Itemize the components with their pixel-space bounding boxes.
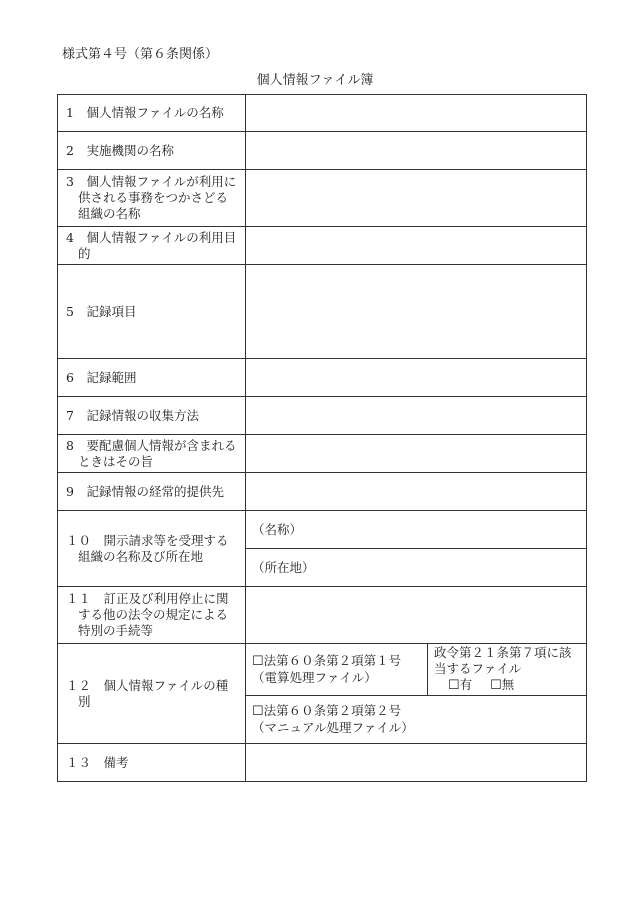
electronic-option-line2: （電算処理ファイル） <box>252 670 377 685</box>
yes-label: 有 <box>459 677 473 692</box>
row-label-sensitive-info: 8 要配慮個人情報が含まれるときはその旨 <box>58 435 246 473</box>
cabinet-order-cell <box>428 644 587 696</box>
office-name-label: （名称） <box>252 521 303 537</box>
file-type-option-manual[interactable] <box>246 696 587 744</box>
office-location-field[interactable] <box>246 549 587 587</box>
row-label-regular-recipients: 9 記録情報の経常的提供先 <box>58 473 246 511</box>
cabinet-order-line1: 政令第２１条第７項に該 <box>434 645 572 660</box>
special-procedures-field[interactable] <box>246 587 587 644</box>
no-checkbox[interactable]: ☐ <box>490 678 502 693</box>
yes-checkbox[interactable]: ☐ <box>448 678 460 693</box>
form-number: 様式第４号（第６条関係） <box>62 47 219 62</box>
table-row <box>58 95 587 132</box>
electronic-option-line1: ☐法第６０条第２項第１号 <box>252 653 402 669</box>
table-row <box>58 511 587 549</box>
no-label: 無 <box>501 677 515 692</box>
electronic-checkbox[interactable]: ☐ <box>252 654 264 669</box>
table-row <box>58 473 587 511</box>
table-row <box>58 132 587 170</box>
collection-method-field[interactable] <box>246 397 587 435</box>
remarks-field[interactable] <box>246 744 587 782</box>
office-location-label: （所在地） <box>252 559 315 575</box>
yes-no-choices <box>434 677 580 694</box>
regular-recipients-field[interactable] <box>246 473 587 511</box>
table-row <box>58 397 587 435</box>
row-label-agency-name: 2 実施機関の名称 <box>58 132 246 170</box>
row-label-disclosure-office: １０ 開示請求等を受理する組織の名称及び所在地 <box>58 511 246 587</box>
row-label-special-procedures: １１ 訂正及び利用停止に関する他の法令の規定による特別の手続等 <box>58 587 246 644</box>
row-label-file-name: 1 個人情報ファイルの名称 <box>58 95 246 132</box>
row-label-file-type: １２ 個人情報ファイルの種別 <box>58 644 246 744</box>
table-row <box>58 359 587 397</box>
register-table <box>57 94 587 782</box>
responsible-organization-field[interactable] <box>246 170 587 227</box>
row-label-collection-method: 7 記録情報の収集方法 <box>58 397 246 435</box>
table-row <box>58 435 587 473</box>
row-label-record-items: 5 記録項目 <box>58 265 246 359</box>
manual-checkbox[interactable]: ☐ <box>252 704 264 719</box>
table-row <box>58 227 587 265</box>
cabinet-order-line2: 当するファイル <box>434 661 522 676</box>
table-row <box>58 744 587 782</box>
sensitive-info-field[interactable] <box>246 435 587 473</box>
table-row <box>58 644 587 696</box>
row-label-responsible-organization: 3 個人情報ファイルが利用に供される事務をつかさどる組織の名称 <box>58 170 246 227</box>
table-row <box>58 265 587 359</box>
row-label-remarks: １３ 備考 <box>58 744 246 782</box>
purpose-field[interactable] <box>246 227 587 265</box>
manual-option-line1: ☐法第６０条第２項第２号 <box>252 703 402 719</box>
row-label-purpose: 4 個人情報ファイルの利用目的 <box>58 227 246 265</box>
row-label-record-scope: 6 記録範囲 <box>58 359 246 397</box>
manual-option-line2: （マニュアル処理ファイル） <box>252 720 414 735</box>
file-type-option-electronic[interactable] <box>246 644 428 696</box>
table-row <box>58 170 587 227</box>
record-items-field[interactable] <box>246 265 587 359</box>
office-name-field[interactable] <box>246 511 587 549</box>
record-scope-field[interactable] <box>246 359 587 397</box>
page-title: 個人情報ファイル簿 <box>256 73 374 88</box>
file-name-field[interactable] <box>246 95 587 132</box>
agency-name-field[interactable] <box>246 132 587 170</box>
table-row <box>58 587 587 644</box>
